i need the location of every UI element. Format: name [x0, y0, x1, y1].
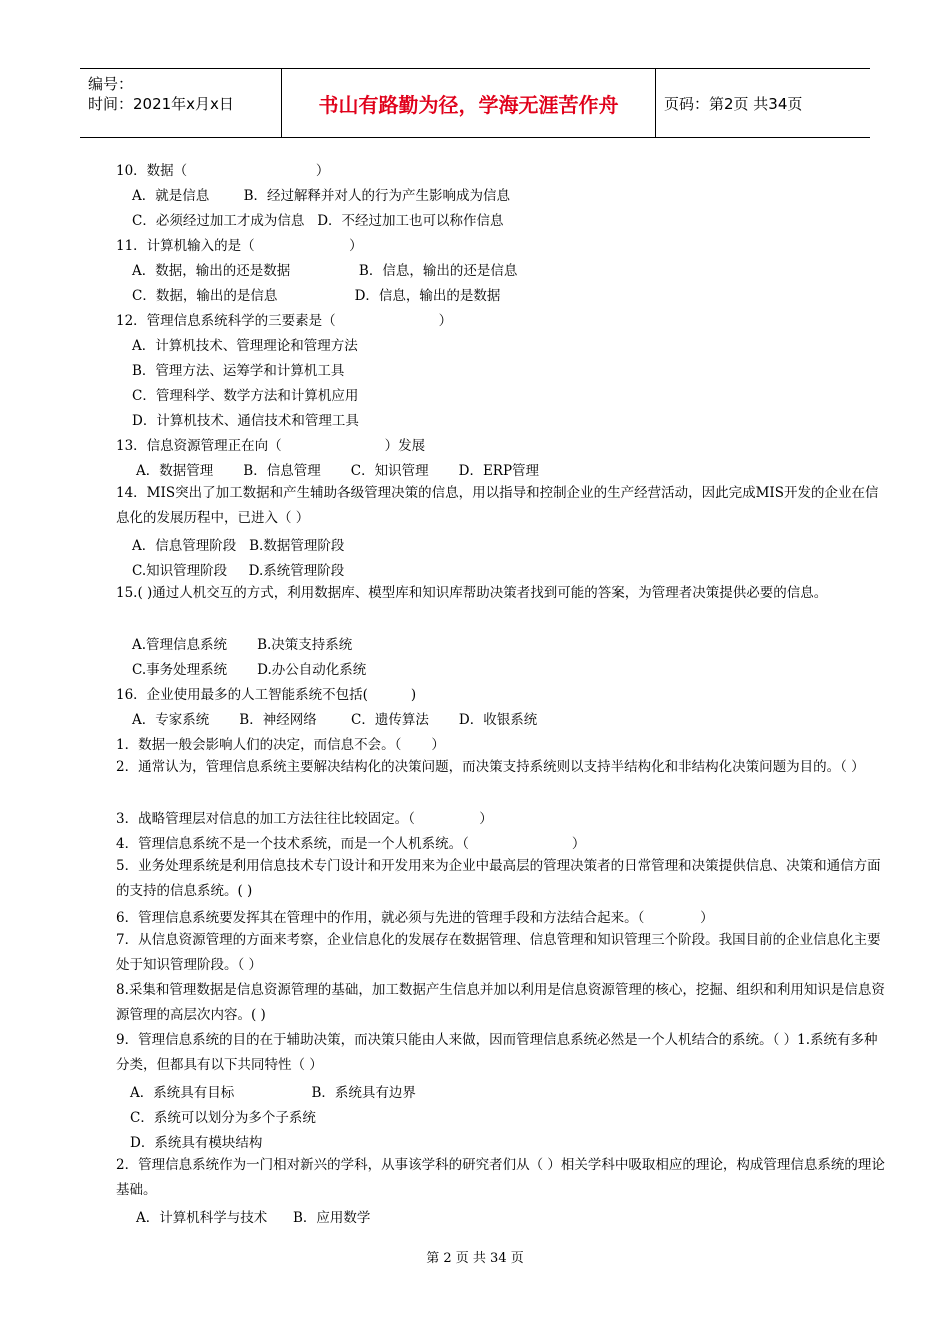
judgement-paragraph: 5．业务处理系统是利用信息技术专门设计和开发用来为企业中最高层的管理决策者的日常管理和决策提供信息、决策和通信方面的支持的信息系统。( )	[116, 858, 881, 899]
motto: 书山有路勤为径，学海无涯苦作舟	[282, 69, 656, 137]
question-paragraph: 2．管理信息系统作为一门相对新兴的学科，从事该学科的研究者们从（ ）相关学科中吸取相应的理论，构成管理信息系统的理论基础。	[116, 1157, 885, 1198]
option-line: A．专家系统 B．神经网络 C．遗传算法 D．收银系统	[132, 712, 538, 728]
option-line: A．计算机科学与技术 B．应用数学	[136, 1210, 371, 1226]
option-line: B．管理方法、运筹学和计算机工具	[132, 363, 345, 379]
time-label: 时间：2021年x月x日	[88, 95, 234, 113]
option-line: A．计算机技术、管理理论和管理方法	[132, 338, 358, 354]
page-header	[80, 68, 870, 138]
option-line: C.知识管理阶段 D.系统管理阶段	[132, 563, 345, 579]
judgement-line: 1．数据一般会影响人们的决定，而信息不会。（ ）	[116, 737, 445, 753]
question-line: 10．数据（ ）	[116, 163, 330, 179]
number-label: 编号：	[88, 75, 134, 93]
question-line: 16．企业使用最多的人工智能系统不包括( )	[116, 687, 417, 703]
option-line: C．管理科学、数学方法和计算机应用	[132, 388, 359, 404]
judgement-line: 4．管理信息系统不是一个技术系统，而是一个人机系统。（ ）	[116, 836, 586, 852]
judgement-paragraph: 7．从信息资源管理的方面来考察，企业信息化的发展存在数据管理、信息管理和知识管理三个阶段。我国目前的企业信息化主要处于知识管理阶段。（ ）	[116, 932, 881, 973]
option-line: C．数据，输出的是信息 D．信息，输出的是数据	[132, 288, 501, 304]
question-line: 12．管理信息系统科学的三要素是（ ）	[116, 313, 453, 329]
question-line: 11．计算机输入的是（ ）	[116, 238, 363, 254]
header-left-cell	[80, 69, 282, 137]
option-line: C.事务处理系统 D.办公自动化系统	[132, 662, 367, 678]
option-line: A．数据管理 B．信息管理 C．知识管理 D．ERP管理	[136, 463, 540, 479]
option-line: A．信息管理阶段 B.数据管理阶段	[132, 538, 345, 554]
judgement-paragraph: 9．管理信息系统的目的在于辅助决策，而决策只能由人来做，因而管理信息系统必然是一个人机结合的系统。（ ）1.系统有多种分类，但都具有以下共同特性（ ）	[116, 1032, 878, 1073]
page-info: 页码：第2页 共34页	[664, 94, 803, 113]
option-line: D．系统具有模块结构	[130, 1135, 263, 1151]
page-footer: 第 2 页 共 34 页	[426, 1251, 524, 1266]
question-paragraph: 14．MIS突出了加工数据和产生辅助各级管理决策的信息，用以指导和控制企业的生产经营活动，因此完成MIS开发的企业在信息化的发展历程中，已进入（ ）	[116, 485, 879, 526]
question-line: 13．信息资源管理正在向（ ）发展	[116, 438, 426, 454]
option-line: A．数据，输出的还是数据 B．信息，输出的还是信息	[132, 263, 518, 279]
judgement-paragraph: 2．通常认为，管理信息系统主要解决结构化的决策问题，而决策支持系统则以支持半结构化和非结构化决策问题为目的。（ ）	[116, 759, 865, 775]
judgement-line: 3．战略管理层对信息的加工方法往往比较固定。（ ）	[116, 811, 493, 827]
judgement-paragraph: 8.采集和管理数据是信息资源管理的基础，加工数据产生信息并加以利用是信息资源管理的核心，挖掘、组织和利用知识是信息资源管理的高层次内容。( )	[116, 982, 885, 1023]
question-paragraph: 15.( )通过人机交互的方式，利用数据库、模型库和知识库帮助决策者找到可能的答案，为管理者决策提供必要的信息。	[116, 585, 828, 601]
option-line: C．系统可以划分为多个子系统	[130, 1110, 316, 1126]
option-line: A.管理信息系统 B.决策支持系统	[132, 637, 353, 653]
judgement-line: 6．管理信息系统要发挥其在管理中的作用，就必须与先进的管理手段和方法结合起来。（ ）	[116, 910, 714, 926]
option-line: A．系统具有目标 B．系统具有边界	[130, 1085, 416, 1101]
option-line: A．就是信息 B．经过解释并对人的行为产生影响成为信息	[132, 188, 510, 204]
option-line: D．计算机技术、通信技术和管理工具	[132, 413, 359, 429]
option-line: C．必须经过加工才成为信息 D．不经过加工也可以称作信息	[132, 213, 504, 229]
